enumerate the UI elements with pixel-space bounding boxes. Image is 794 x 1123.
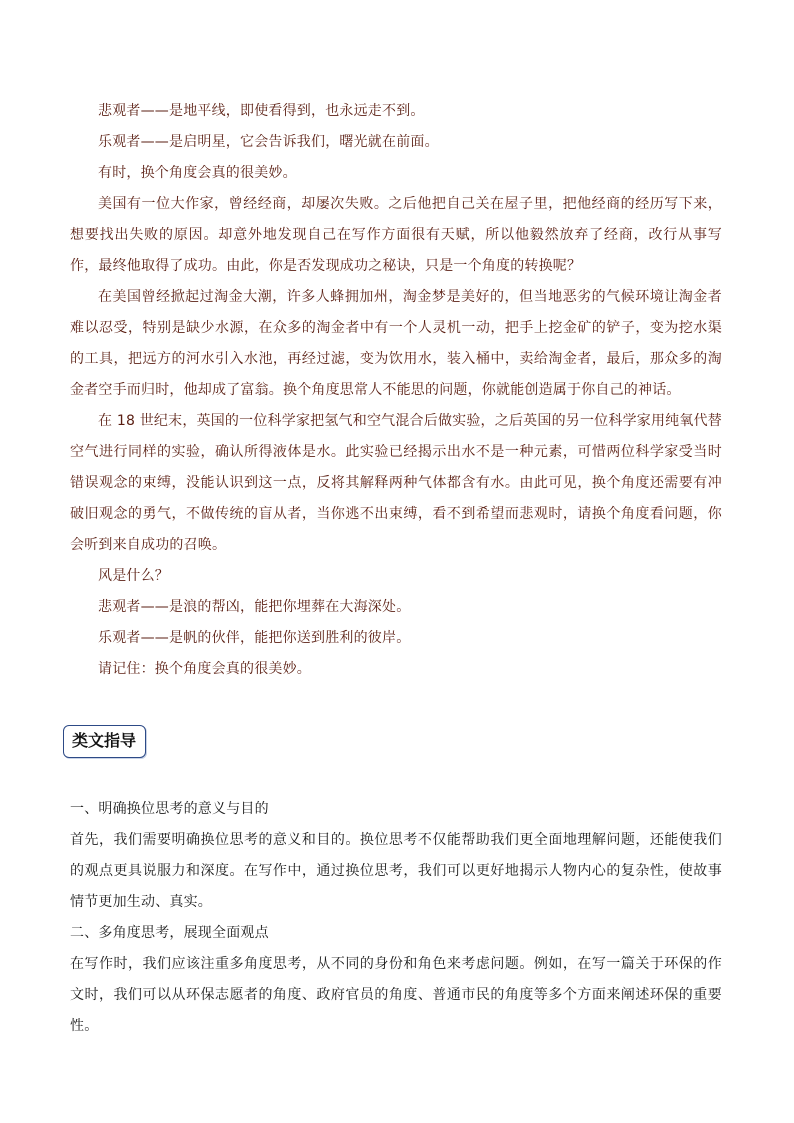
guide-heading: 一、明确换位思考的意义与目的 [70,801,269,817]
essay-paragraph: 美国有一位大作家，曾经经商，却屡次失败。之后他把自己关在屋子里，把他经商的经历写下来，想要找出失败的原因。却意外地发现自己在写作方面很有天赋，所以他毅然放弃了经商，改行从事写作，最终他取得了成功。由此，你是否发现成功之秘诀，只是一个角度的转换呢？ [70,196,722,274]
guide-paragraph: 在写作时，我们应该注重多角度思考，从不同的身份和角色来考虑问题。例如，在写一篇关于环保的作文时，我们可以从环保志愿者的角度、政府官员的角度、普通市民的角度等多个方面来阐述环保的重要性。 [70,956,722,1034]
guide-heading: 二、多角度思考，展现全面观点 [70,925,269,941]
essay-paragraph: 在 18 世纪末，英国的一位科学家把氢气和空气混合后做实验，之后英国的另一位科学家用纯氧代替空气进行同样的实验，确认所得液体是水。此实验已经揭示出水不是一种元素，可惜两位科学家受当时错误观念的束缚，没能认识到这一点，反将其解释两种气体都含有水。由此可见，换个角度还需要有冲破旧观念的勇气，不做传统的盲从者，当你逃不出束缚，看不到希望而悲观时，请换个角度看问题，你会听到来自成功的召唤。 [70,413,722,553]
essay-paragraph: 请记住：换个角度会真的很美妙。 [98,661,311,677]
essay-paragraph: 在美国曾经掀起过淘金大潮，许多人蜂拥加州，淘金梦是美好的，但当地恶劣的气候环境让淘金者难以忍受，特别是缺少水源，在众多的淘金者中有一个人灵机一动，把手上挖金矿的铲子，变为挖水渠的工具，把远方的河水引入水池，再经过滤，变为饮用水，装入桶中，卖给淘金者，最后，那众多的淘金者空手而归时，他却成了富翁。换个角度思常人不能思的问题，你就能创造属于你自己的神话。 [70,289,722,398]
essay-paragraph: 悲观者——是浪的帮凶，能把你埋葬在大海深处。 [98,599,411,615]
essay-paragraph: 乐观者——是帆的伙伴，能把你送到胜利的彼岸。 [98,630,411,646]
guide-paragraph: 首先，我们需要明确换位思考的意义和目的。换位思考不仅能帮助我们更全面地理解问题，还能使我们的观点更具说服力和深度。在写作中，通过换位思考，我们可以更好地揭示人物内心的复杂性，使故事情节更加生动、真实。 [70,832,722,910]
essay-paragraph: 悲观者——是地平线，即使看得到，也永远走不到。 [98,103,425,119]
essay-paragraph: 乐观者——是启明星，它会告诉我们，曙光就在前面。 [98,134,439,150]
essay-paragraph: 风是什么？ [98,568,169,584]
essay-paragraph: 有时，换个角度会真的很美妙。 [98,165,297,181]
guide-body [70,794,722,1042]
essay-body [70,96,722,685]
section-heading-badge: 类文指导 [63,725,146,758]
